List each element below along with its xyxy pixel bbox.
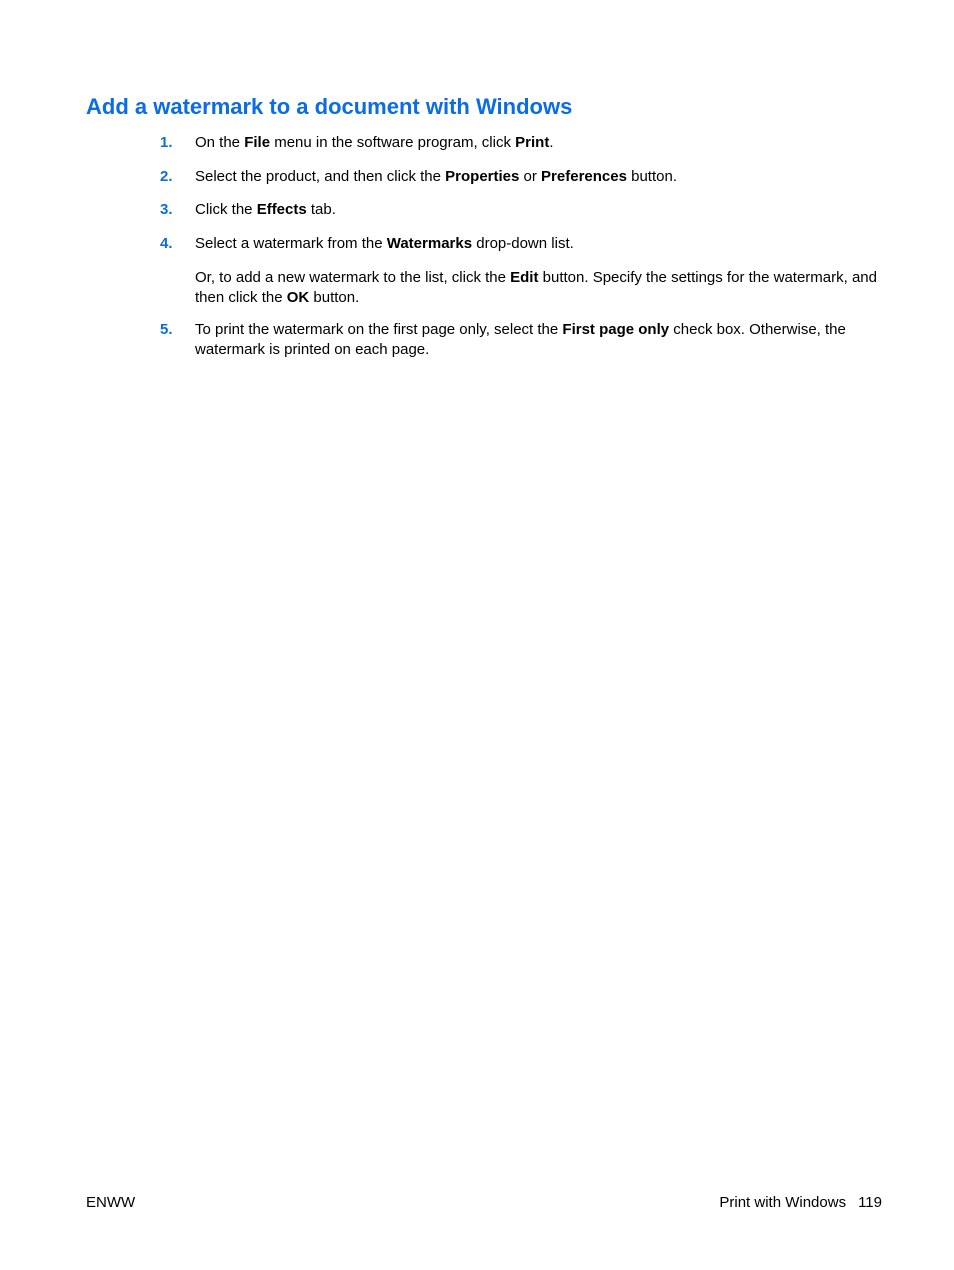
ui-term: Edit — [510, 269, 539, 286]
text-run: To print the watermark on the first page only, select the — [195, 321, 563, 338]
page-heading: Add a watermark to a document with Windows — [86, 94, 573, 119]
step-number: 5. — [160, 321, 173, 338]
ui-term: Watermarks — [386, 235, 473, 252]
text-run: Select the product, and then click the — [195, 168, 446, 185]
text-run: button. Specify the settings for the watermark, and then click the — [195, 269, 877, 306]
ui-term: First page only — [562, 321, 670, 338]
text-run: tab. — [306, 201, 336, 218]
step-text — [195, 133, 884, 153]
ui-term: Print — [515, 134, 550, 151]
step-text — [195, 167, 884, 187]
text-run: Or, to add a new watermark to the list, click the — [195, 269, 511, 286]
ui-term: File — [244, 134, 271, 151]
step-4-note — [195, 268, 884, 308]
text-run: button. — [626, 168, 677, 185]
step-text — [195, 200, 884, 220]
text-run: or — [519, 168, 542, 185]
step-number: 3. — [160, 201, 173, 218]
text-run: . — [549, 134, 554, 151]
text-run: drop-down list. — [472, 235, 574, 252]
step-number: 4. — [160, 235, 173, 252]
ui-term: OK — [286, 289, 310, 306]
text-run: Select a watermark from the — [195, 235, 387, 252]
footer-locale: ENWW — [86, 1194, 136, 1211]
text-run: Click the — [195, 201, 257, 218]
step-text — [195, 320, 884, 360]
footer-page-info — [719, 1193, 882, 1213]
text-run: On the — [195, 134, 245, 151]
step-number: 2. — [160, 168, 173, 185]
text-run: button. — [309, 289, 360, 306]
text-run: menu in the software program, click — [270, 134, 516, 151]
ui-term: Preferences — [541, 168, 627, 185]
ui-term: Properties — [445, 168, 520, 185]
ui-term: Effects — [256, 201, 307, 218]
text-run: check box. Otherwise, the watermark is printed on each page. — [195, 321, 846, 358]
page-number: 119 — [858, 1194, 882, 1211]
step-text — [195, 234, 884, 254]
step-number: 1. — [160, 134, 173, 151]
footer-section-title: Print with Windows — [719, 1194, 847, 1211]
